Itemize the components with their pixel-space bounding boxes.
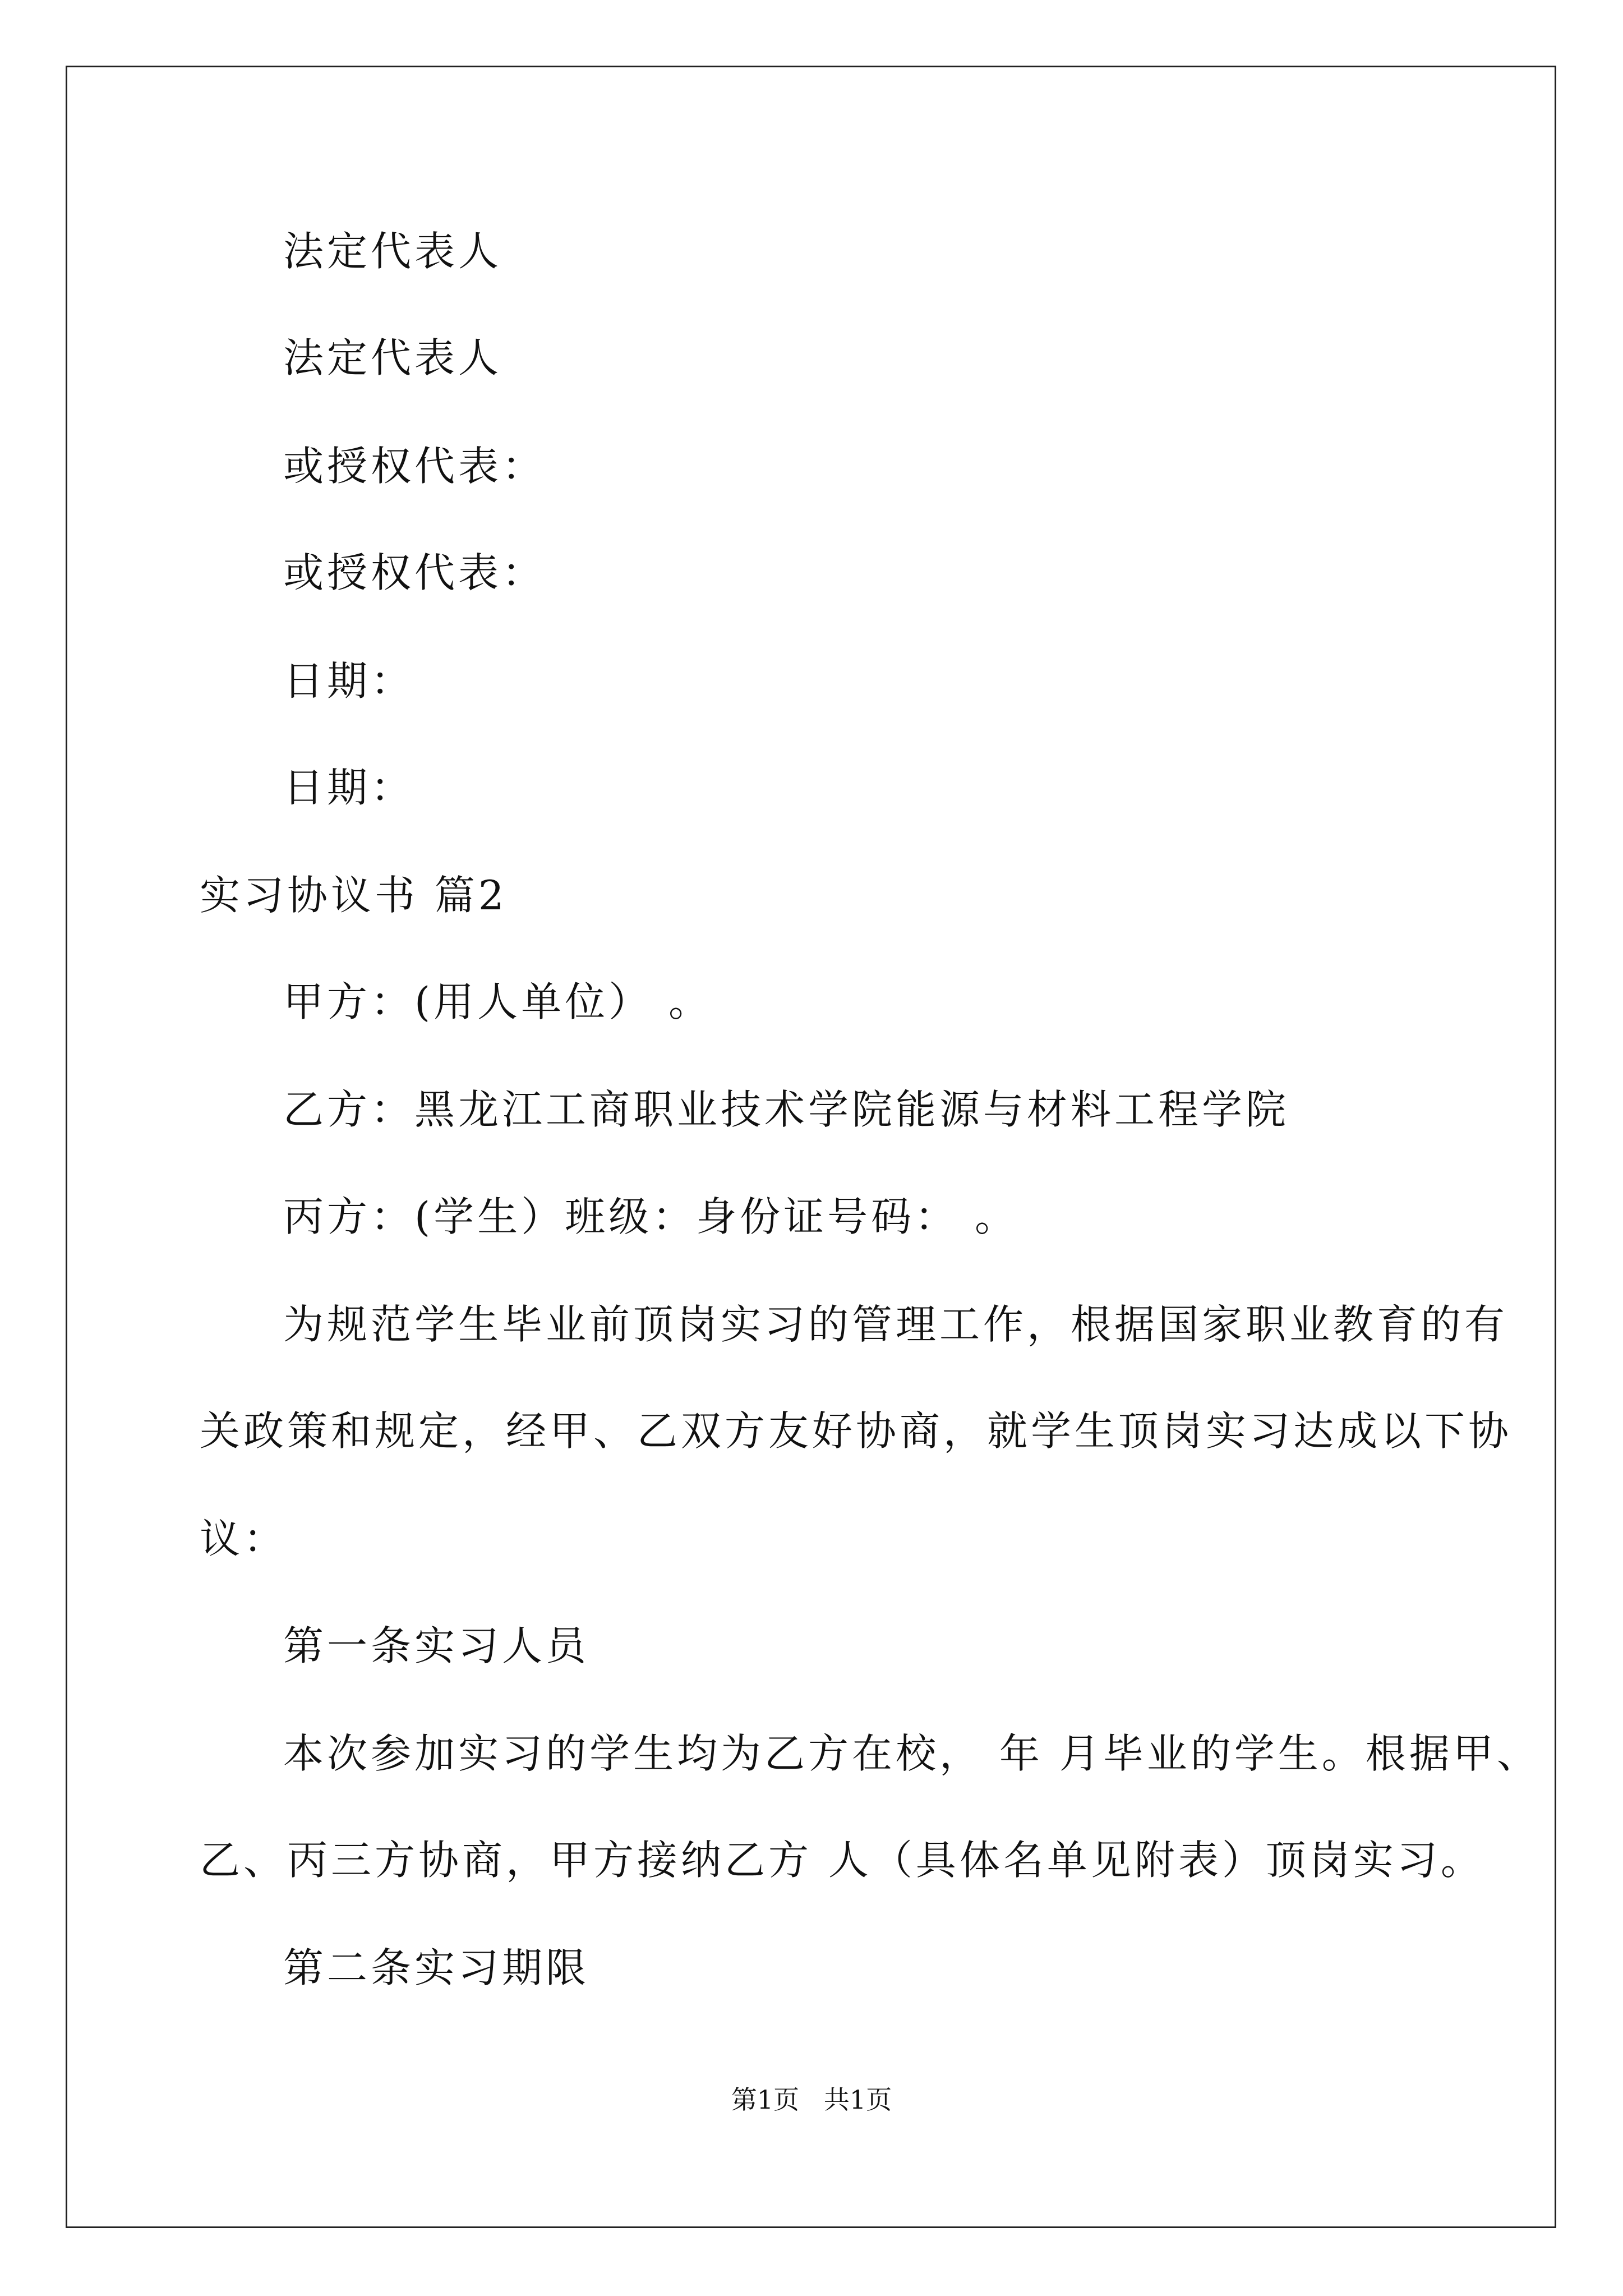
article-1-heading: 第一条实习人员: [283, 1622, 590, 1669]
page-border: [66, 66, 1556, 2228]
preamble-line-3: 议：: [200, 1515, 288, 1562]
preamble-line-2: 关政策和规定，经甲、乙双方友好协商，就学生顶岗实习达成以下协: [200, 1407, 1513, 1455]
page-footer: 第1页 共1页: [731, 2085, 892, 2115]
date-label-2: 日期：: [283, 764, 415, 811]
legal-rep-label-1: 法定代表人: [283, 228, 502, 275]
date-label-1: 日期：: [283, 657, 415, 705]
legal-rep-label-2: 法定代表人: [283, 334, 502, 381]
authorized-rep-label-2: 或授权代表：: [283, 549, 546, 596]
article-2-heading: 第二条实习期限: [283, 1944, 590, 1991]
party-c-line: 丙方：(学生）班级：身份证号码： 。: [283, 1193, 1018, 1240]
article-1-line-2: 乙、丙三方协商，甲方接纳乙方 人（具体名单见附表）顶岗实习。: [200, 1837, 1484, 1884]
article-1-line-1: 本次参加实习的学生均为乙方在校， 年 月毕业的学生。根据甲、: [283, 1730, 1541, 1777]
party-b-line: 乙方：黑龙江工商职业技术学院能源与材料工程学院: [283, 1086, 1290, 1133]
party-a-line: 甲方：(用人单位） 。: [283, 978, 712, 1025]
section-heading: 实习协议书 篇2: [200, 872, 508, 919]
authorized-rep-label-1: 或授权代表：: [283, 443, 546, 490]
preamble-line-1: 为规范学生毕业前顶岗实习的管理工作，根据国家职业教育的有: [283, 1301, 1509, 1348]
